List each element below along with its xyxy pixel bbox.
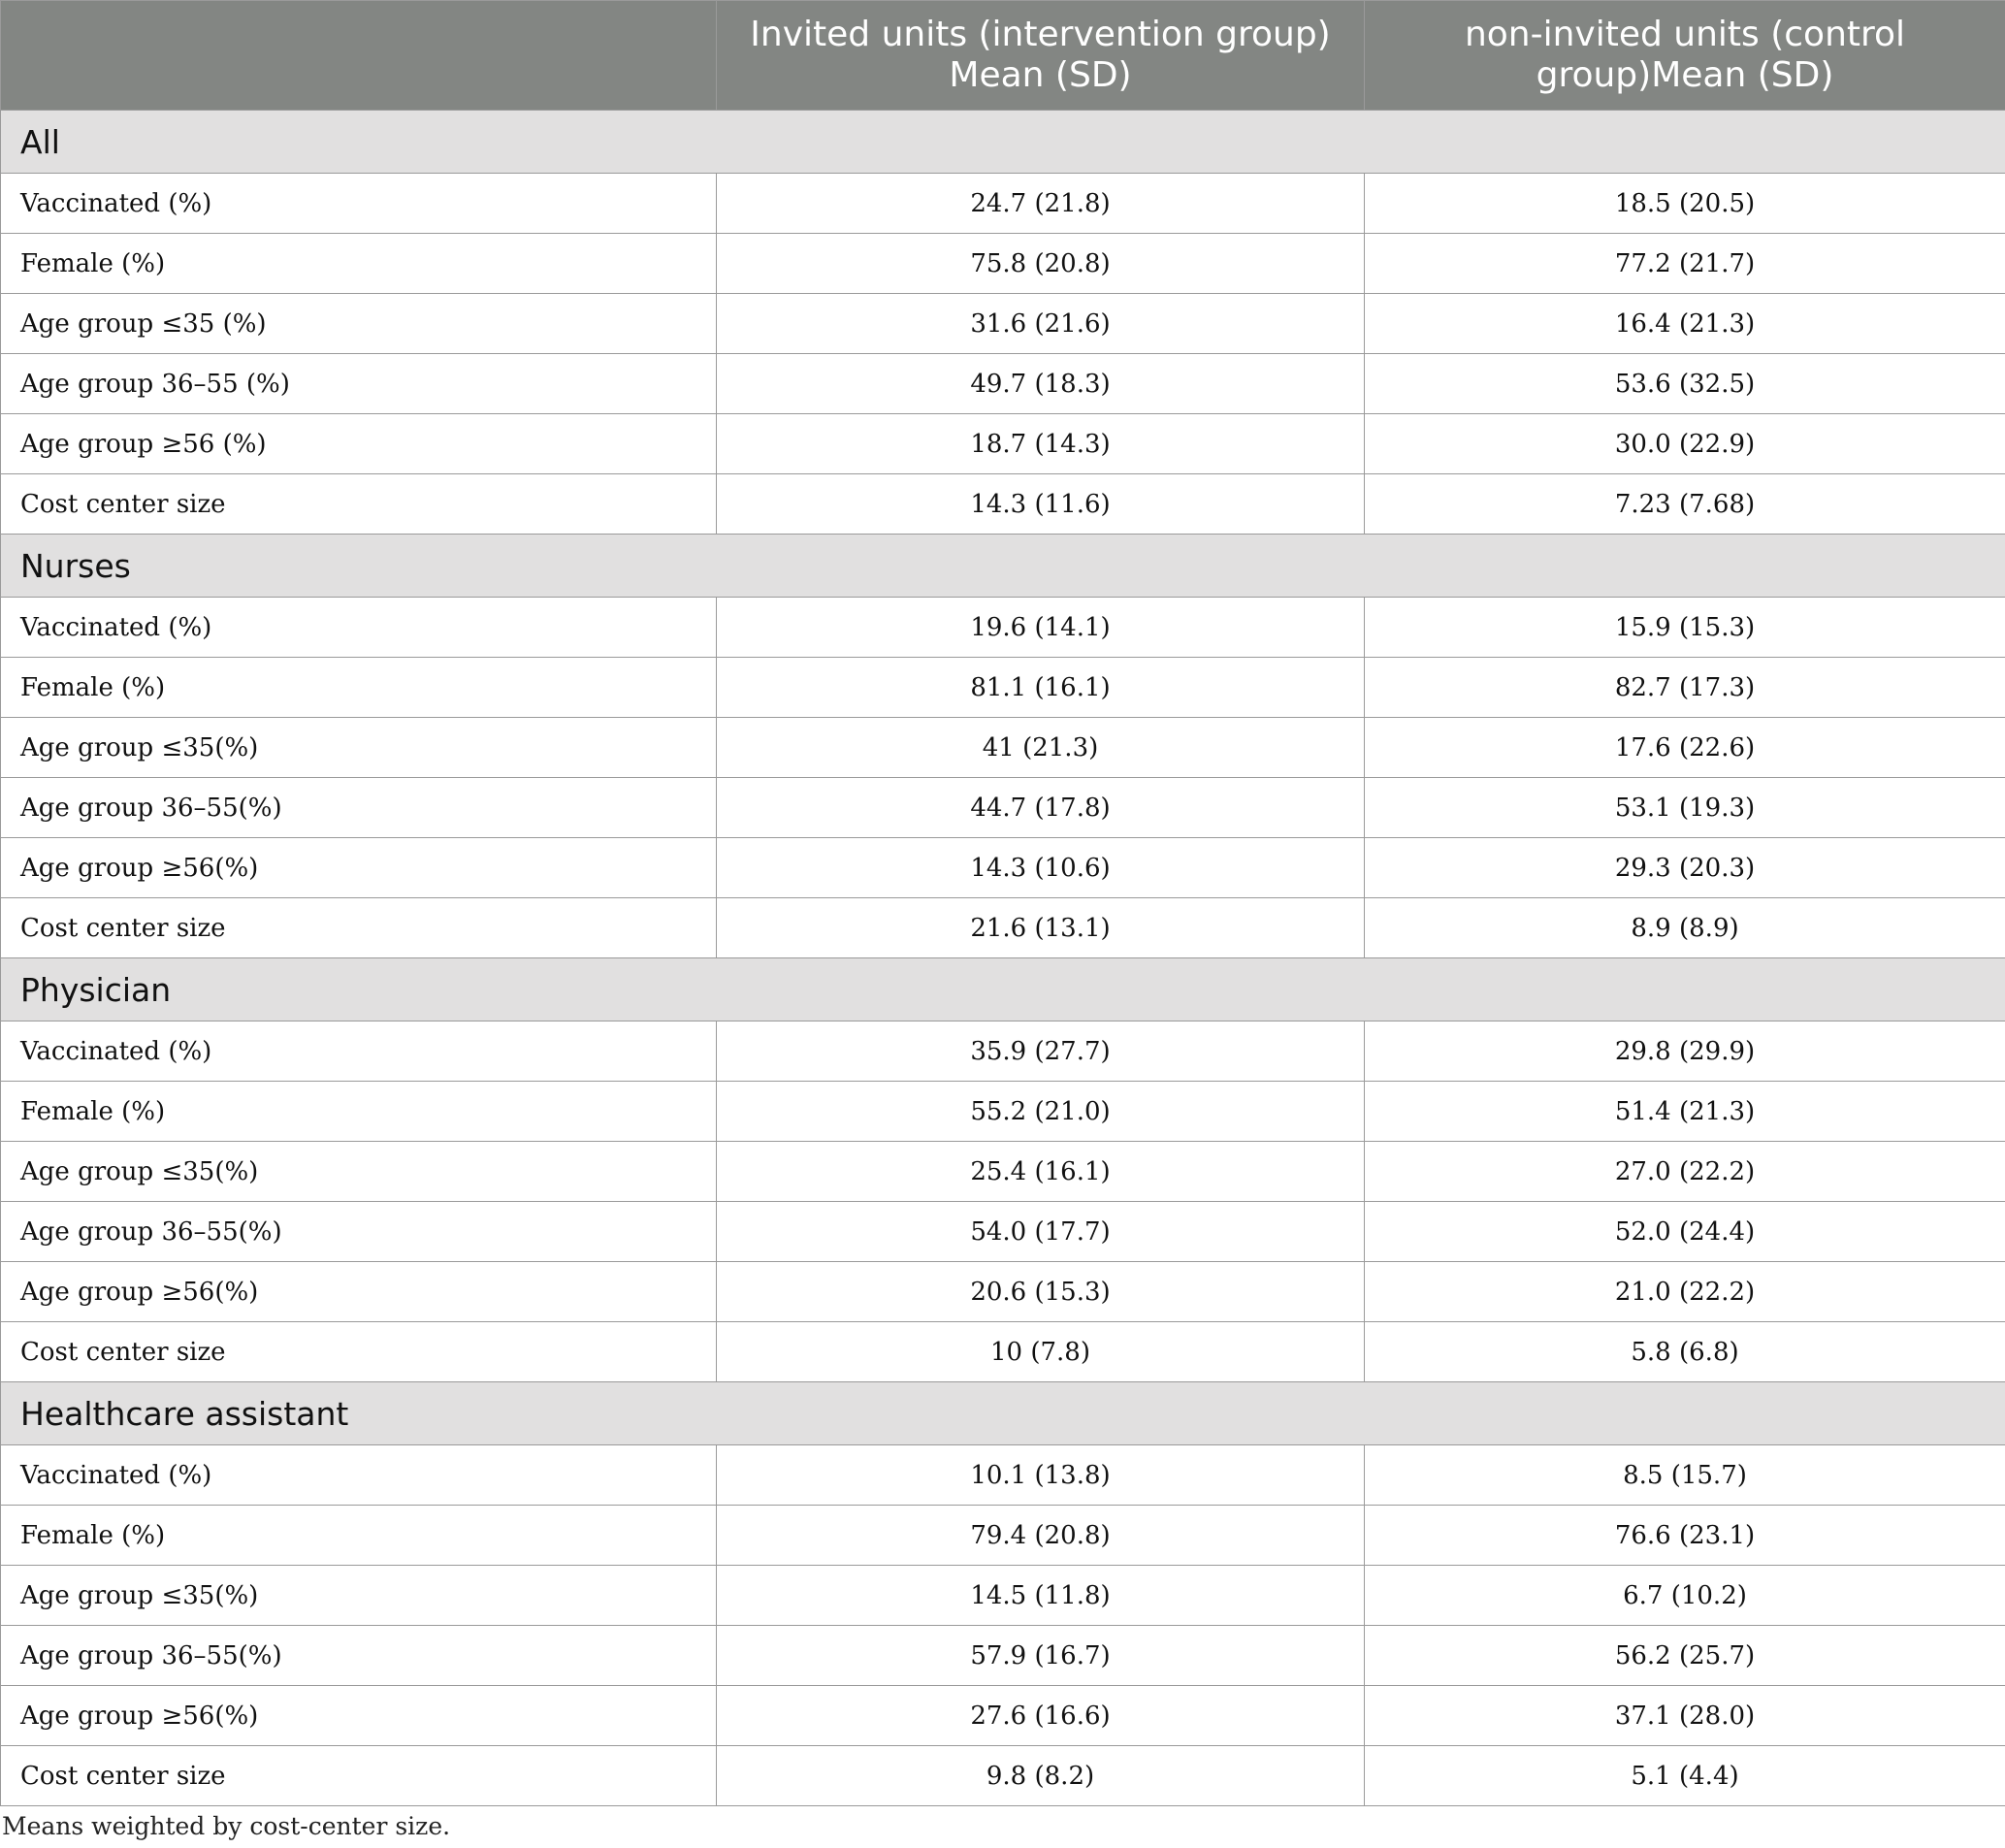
- table-row: [1, 778, 2005, 838]
- row-label: Cost center size: [1, 474, 717, 535]
- invited-value: 24.7 (21.8): [717, 174, 1365, 234]
- table-row: [1, 598, 2005, 658]
- table-footnote: Means weighted by cost-center size.: [2, 1812, 451, 1840]
- invited-value: 9.8 (8.2): [717, 1746, 1365, 1806]
- control-value: 27.0 (22.2): [1365, 1142, 2005, 1202]
- section-row: [1, 535, 2005, 598]
- table-row: [1, 1445, 2005, 1506]
- section-row: [1, 111, 2005, 174]
- invited-value: 41 (21.3): [717, 718, 1365, 778]
- control-value: 7.23 (7.68): [1365, 474, 2005, 535]
- header-control-line1: non-invited units (control: [1464, 15, 1906, 54]
- table-row: [1, 718, 2005, 778]
- control-value: 21.0 (22.2): [1365, 1262, 2005, 1322]
- invited-value: 55.2 (21.0): [717, 1082, 1365, 1142]
- control-value: 18.5 (20.5): [1365, 174, 2005, 234]
- control-value: 53.1 (19.3): [1365, 778, 2005, 838]
- control-value: 76.6 (23.1): [1365, 1506, 2005, 1566]
- table-row: [1, 294, 2005, 354]
- row-label: Vaccinated (%): [1, 174, 717, 234]
- header-invited-line1: Invited units (intervention group): [750, 15, 1331, 54]
- row-label: Female (%): [1, 658, 717, 718]
- header-empty-cell: [1, 1, 717, 111]
- row-label: Age group ≤35(%): [1, 1566, 717, 1626]
- row-label: Vaccinated (%): [1, 598, 717, 658]
- table-row: [1, 1142, 2005, 1202]
- control-value: 29.8 (29.9): [1365, 1021, 2005, 1082]
- row-label: Age group ≥56 (%): [1, 414, 717, 474]
- control-value: 37.1 (28.0): [1365, 1686, 2005, 1746]
- table-row: [1, 838, 2005, 898]
- row-label: Female (%): [1, 234, 717, 294]
- invited-value: 79.4 (20.8): [717, 1506, 1365, 1566]
- invited-value: 57.9 (16.7): [717, 1626, 1365, 1686]
- section-title: All: [1, 111, 2005, 174]
- invited-value: 49.7 (18.3): [717, 354, 1365, 414]
- row-label: Age group 36–55(%): [1, 1202, 717, 1262]
- section-title: Physician: [1, 958, 2005, 1021]
- invited-value: 10 (7.8): [717, 1322, 1365, 1382]
- row-label: Age group 36–55(%): [1, 1626, 717, 1686]
- table-row: [1, 1686, 2005, 1746]
- invited-value: 44.7 (17.8): [717, 778, 1365, 838]
- control-value: 8.9 (8.9): [1365, 898, 2005, 958]
- control-value: 6.7 (10.2): [1365, 1566, 2005, 1626]
- control-value: 51.4 (21.3): [1365, 1082, 2005, 1142]
- control-value: 17.6 (22.6): [1365, 718, 2005, 778]
- table-row: [1, 1082, 2005, 1142]
- section-row: [1, 958, 2005, 1021]
- table-row: [1, 414, 2005, 474]
- table-row: [1, 658, 2005, 718]
- table-row: [1, 354, 2005, 414]
- table-row: [1, 474, 2005, 535]
- control-value: 52.0 (24.4): [1365, 1202, 2005, 1262]
- row-label: Age group ≥56(%): [1, 838, 717, 898]
- row-label: Vaccinated (%): [1, 1021, 717, 1082]
- table-row: [1, 1506, 2005, 1566]
- invited-value: 21.6 (13.1): [717, 898, 1365, 958]
- table-row: [1, 1262, 2005, 1322]
- row-label: Age group 36–55(%): [1, 778, 717, 838]
- invited-value: 54.0 (17.7): [717, 1202, 1365, 1262]
- invited-value: 10.1 (13.8): [717, 1445, 1365, 1506]
- row-label: Age group ≤35(%): [1, 1142, 717, 1202]
- invited-value: 35.9 (27.7): [717, 1021, 1365, 1082]
- control-value: 56.2 (25.7): [1365, 1626, 2005, 1686]
- invited-value: 14.5 (11.8): [717, 1566, 1365, 1626]
- control-value: 5.8 (6.8): [1365, 1322, 2005, 1382]
- row-label: Cost center size: [1, 1322, 717, 1382]
- row-label: Cost center size: [1, 898, 717, 958]
- header-control-line2: group)Mean (SD): [1536, 55, 1834, 95]
- header-invited-units: [717, 1, 1365, 111]
- header-control-units: [1365, 1, 2005, 111]
- invited-value: 27.6 (16.6): [717, 1686, 1365, 1746]
- table-row: [1, 1566, 2005, 1626]
- control-value: 30.0 (22.9): [1365, 414, 2005, 474]
- control-value: 82.7 (17.3): [1365, 658, 2005, 718]
- invited-value: 81.1 (16.1): [717, 658, 1365, 718]
- row-label: Female (%): [1, 1506, 717, 1566]
- section-title: Nurses: [1, 535, 2005, 598]
- row-label: Age group ≤35(%): [1, 718, 717, 778]
- invited-value: 20.6 (15.3): [717, 1262, 1365, 1322]
- row-label: Age group ≥56(%): [1, 1686, 717, 1746]
- invited-value: 14.3 (10.6): [717, 838, 1365, 898]
- row-label: Age group ≤35 (%): [1, 294, 717, 354]
- invited-value: 19.6 (14.1): [717, 598, 1365, 658]
- table-body: [1, 111, 2005, 1806]
- table-row: [1, 898, 2005, 958]
- invited-value: 14.3 (11.6): [717, 474, 1365, 535]
- control-value: 15.9 (15.3): [1365, 598, 2005, 658]
- section-row: [1, 1382, 2005, 1445]
- table-row: [1, 1626, 2005, 1686]
- header-invited-line2: Mean (SD): [949, 55, 1132, 95]
- row-label: Cost center size: [1, 1746, 717, 1806]
- control-value: 53.6 (32.5): [1365, 354, 2005, 414]
- table-row: [1, 1322, 2005, 1382]
- control-value: 16.4 (21.3): [1365, 294, 2005, 354]
- table-row: [1, 1021, 2005, 1082]
- invited-value: 75.8 (20.8): [717, 234, 1365, 294]
- table-row: [1, 1746, 2005, 1806]
- control-value: 8.5 (15.7): [1365, 1445, 2005, 1506]
- invited-value: 18.7 (14.3): [717, 414, 1365, 474]
- invited-value: 25.4 (16.1): [717, 1142, 1365, 1202]
- control-value: 29.3 (20.3): [1365, 838, 2005, 898]
- control-value: 5.1 (4.4): [1365, 1746, 2005, 1806]
- table-row: [1, 234, 2005, 294]
- control-value: 77.2 (21.7): [1365, 234, 2005, 294]
- invited-value: 31.6 (21.6): [717, 294, 1365, 354]
- row-label: Female (%): [1, 1082, 717, 1142]
- table-row: [1, 174, 2005, 234]
- row-label: Vaccinated (%): [1, 1445, 717, 1506]
- section-title: Healthcare assistant: [1, 1382, 2005, 1445]
- table-row: [1, 1202, 2005, 1262]
- table-header-row: [1, 1, 2005, 111]
- row-label: Age group 36–55 (%): [1, 354, 717, 414]
- row-label: Age group ≥56(%): [1, 1262, 717, 1322]
